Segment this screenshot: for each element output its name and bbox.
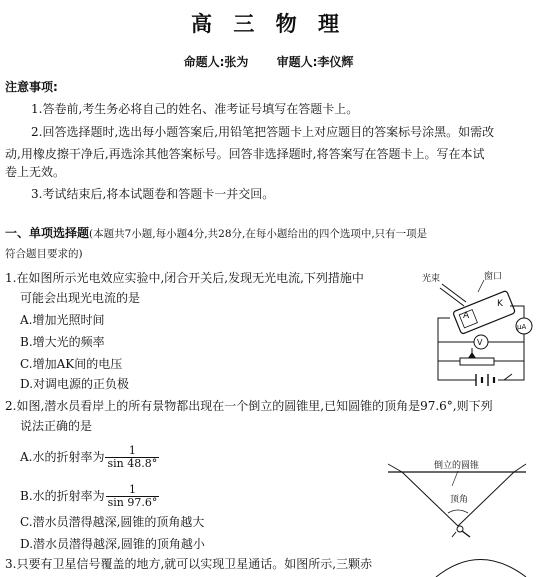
q2-stem: 2.如图,潜水员看岸上的所有景物都出现在一个倒立的圆锥里,已知圆锥的顶角是97.6°,则下列: [5, 399, 493, 413]
q1-stem: 1.在如图所示光电效应实验中,闭合开关后,发现无光电流,下列措施中: [5, 271, 364, 285]
q2-option-c: C.潜水员潜得越深,圆锥的顶角越大: [20, 515, 205, 529]
apex-angle-arc: [448, 510, 468, 513]
fraction-numerator: 1: [105, 445, 159, 458]
page-title: 高 三 物 理: [191, 11, 346, 36]
q2-option-d: D.潜水员潜得越深,圆锥的顶角越小: [20, 537, 205, 551]
ammeter-label: μA: [517, 323, 527, 331]
q2-option-a-prefix: A.水的折射率为: [20, 450, 105, 464]
incident-ray-line: [388, 464, 402, 472]
q1-stem-cont: 可能会出现光电流的是: [20, 291, 141, 305]
section-desc: (本题共7小题,每小题4分,共28分,在每小题给出的四个选项中,只有一项是: [89, 228, 428, 240]
orbit-arc: [436, 560, 526, 577]
q3-orbit-figure: [430, 548, 530, 577]
cone-label: 倒立的圆锥: [434, 461, 480, 471]
q2-option-a: [20, 445, 159, 470]
anode-label: A: [463, 311, 470, 321]
beam-label: 光束: [422, 274, 441, 284]
q2-option-b-prefix: B.水的折射率为: [20, 489, 105, 503]
author-name: 命题人:张为: [183, 55, 249, 69]
note-item-2-end: 卷上无效。: [5, 165, 66, 179]
q2-stem-cont: 说法正确的是: [20, 419, 93, 433]
q3-stem: 3.只要有卫星信号覆盖的地方,就可以实现卫星通话。如图所示,三颗赤: [5, 557, 373, 571]
light-beam-line: [442, 284, 466, 302]
q1-option-b: B.增大光的频率: [20, 335, 105, 349]
fraction: [106, 484, 160, 509]
note-item-2-cont: 动,用橡皮擦干净后,再选涂其他答案标号。回答非选择题时,将答案写在答题卡上。写在本试: [5, 147, 485, 161]
cathode-label: K: [497, 299, 503, 309]
switch-icon: [504, 374, 512, 380]
incident-ray-line: [514, 464, 526, 472]
fraction-numerator: 1: [106, 484, 160, 497]
q2-cone-figure: [388, 458, 528, 538]
fraction-denominator: sin 97.6°: [107, 496, 158, 509]
authors-line: [0, 53, 537, 70]
q2-option-b: [20, 484, 159, 509]
section-heading: [5, 225, 427, 243]
q1-option-a: A.增加光照时间: [20, 313, 105, 327]
reviewer-name: 审题人:李仪辉: [276, 55, 354, 69]
voltmeter-label: V: [477, 338, 483, 347]
fraction-denominator: sin 48.8°: [107, 457, 158, 470]
q1-circuit-figure: [420, 268, 535, 394]
note-item-1: 1.答卷前,考生务必将自己的姓名、准考证号填写在答题卡上。: [31, 102, 359, 116]
diver-icon: [452, 526, 470, 537]
apex-label: 顶角: [450, 495, 469, 505]
light-beam-line: [440, 288, 464, 306]
q1-option-c: C.增加AK间的电压: [20, 357, 123, 371]
note-item-3: 3.考试结束后,将本试题卷和答题卡一并交回。: [31, 187, 275, 201]
note-item-2: 2.回答选择题时,选出每小题答案后,用铅笔把答题卡上对应题目的答案标号涂黑。如需改: [31, 125, 495, 139]
notes-heading: 注意事项:: [5, 80, 58, 94]
section-desc-cont: 符合题目要求的): [5, 248, 83, 260]
window-label: 窗口: [484, 272, 503, 282]
rheostat-icon: [460, 358, 494, 365]
window-pointer: [478, 280, 484, 292]
section-title: 一、单项选择题: [5, 226, 90, 240]
fraction: [105, 445, 159, 470]
q1-option-d: D.对调电源的正负极: [20, 377, 130, 391]
